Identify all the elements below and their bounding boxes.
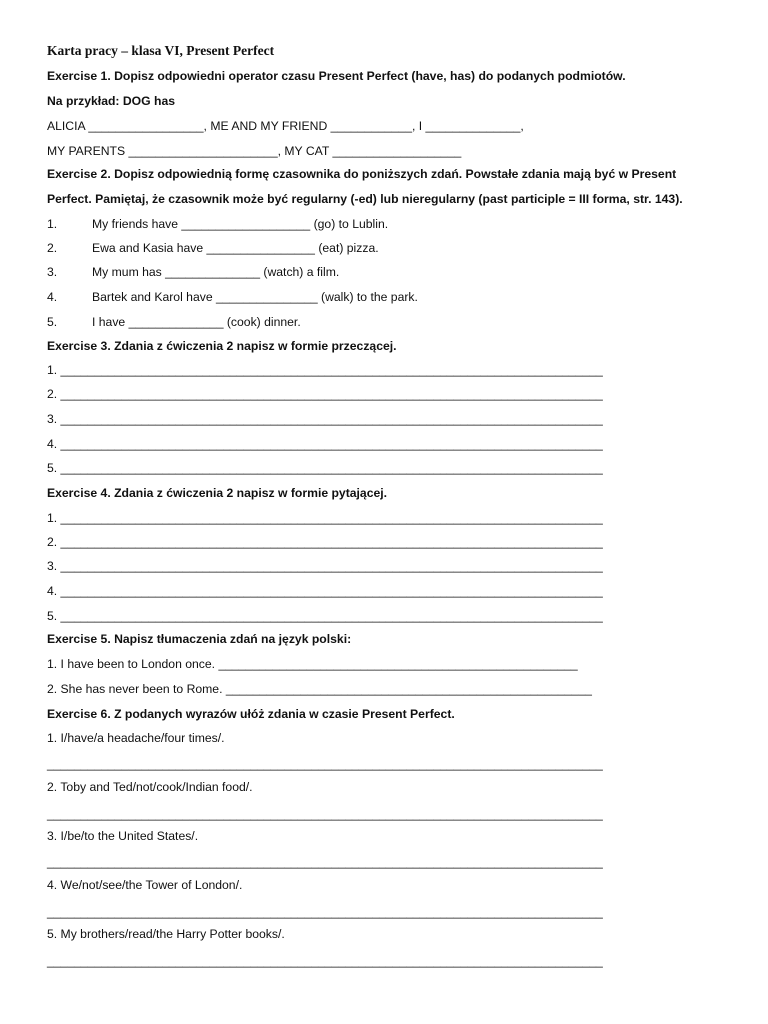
list-item-number: 1. bbox=[47, 217, 58, 231]
exercise-2-heading: Perfect. Pamiętaj, że czasownik może być regularny (-ed) lub nieregularny (past participle = III forma, str. 143). bbox=[47, 192, 683, 206]
answer-line: __________________________________________________________________________________ bbox=[47, 757, 603, 771]
answer-line: 2. ________________________________________________________________________________ bbox=[47, 387, 603, 401]
answer-line: 5. ________________________________________________________________________________ bbox=[47, 461, 603, 475]
answer-line: __________________________________________________________________________________ bbox=[47, 855, 603, 869]
prompt-text: 4. We/not/see/the Tower of London/. bbox=[47, 878, 243, 892]
prompt-text: 5. My brothers/read/the Harry Potter books/. bbox=[47, 927, 285, 941]
answer-line: 3. ________________________________________________________________________________ bbox=[47, 559, 603, 573]
answer-line: 1. ________________________________________________________________________________ bbox=[47, 511, 603, 525]
answer-line: 5. ________________________________________________________________________________ bbox=[47, 609, 603, 623]
list-item: My mum has ______________ (watch) a film. bbox=[92, 265, 340, 279]
prompt-text: 3. I/be/to the United States/. bbox=[47, 829, 199, 843]
answer-line: 2. ________________________________________________________________________________ bbox=[47, 535, 603, 549]
answer-line: __________________________________________________________________________________ bbox=[47, 954, 603, 968]
translation-line: 1. I have been to London once. _____________________________________________________ bbox=[47, 657, 578, 671]
prompt-text: 2. Toby and Ted/not/cook/Indian food/. bbox=[47, 780, 253, 794]
answer-line: 4. ________________________________________________________________________________ bbox=[47, 584, 603, 598]
list-item-number: 2. bbox=[47, 241, 58, 255]
worksheet-title: Karta pracy – klasa VI, Present Perfect bbox=[47, 43, 275, 58]
answer-line: __________________________________________________________________________________ bbox=[47, 807, 603, 821]
list-item: I have ______________ (cook) dinner. bbox=[92, 315, 301, 329]
answer-line: 3. ________________________________________________________________________________ bbox=[47, 412, 603, 426]
exercise-4-heading: Exercise 4. Zdania z ćwiczenia 2 napisz w formie pytającej. bbox=[47, 486, 388, 500]
answer-line: __________________________________________________________________________________ bbox=[47, 905, 603, 919]
list-item-number: 4. bbox=[47, 290, 58, 304]
list-item-number: 5. bbox=[47, 315, 58, 329]
answer-line: 1. ________________________________________________________________________________ bbox=[47, 363, 603, 377]
exercise-1-example: Na przykład: DOG has bbox=[47, 94, 176, 108]
prompt-text: 1. I/have/a headache/four times/. bbox=[47, 731, 225, 745]
exercise-5-heading: Exercise 5. Napisz tłumaczenia zdań na język polski: bbox=[47, 632, 352, 646]
list-item: Ewa and Kasia have ________________ (eat) pizza. bbox=[92, 241, 379, 255]
exercise-1-line: MY PARENTS ______________________, MY CAT ___________________ bbox=[47, 144, 462, 158]
list-item: Bartek and Karol have _______________ (walk) to the park. bbox=[92, 290, 418, 304]
translation-line: 2. She has never been to Rome. ______________________________________________________ bbox=[47, 682, 592, 696]
exercise-1-line: ALICIA _________________, ME AND MY FRIEND ____________, I ______________, bbox=[47, 119, 524, 133]
exercise-3-heading: Exercise 3. Zdania z ćwiczenia 2 napisz w formie przeczącej. bbox=[47, 339, 397, 353]
list-item: My friends have ___________________ (go) to Lublin. bbox=[92, 217, 389, 231]
exercise-1-heading: Exercise 1. Dopisz odpowiedni operator czasu Present Perfect (have, has) do podanych podmiotów. bbox=[47, 69, 626, 83]
list-item-number: 3. bbox=[47, 265, 58, 279]
exercise-2-heading: Exercise 2. Dopisz odpowiednią formę czasownika do poniższych zdań. Powstałe zdania mają być w Present bbox=[47, 167, 677, 181]
exercise-6-heading: Exercise 6. Z podanych wyrazów ułóż zdania w czasie Present Perfect. bbox=[47, 707, 455, 721]
answer-line: 4. ________________________________________________________________________________ bbox=[47, 437, 603, 451]
